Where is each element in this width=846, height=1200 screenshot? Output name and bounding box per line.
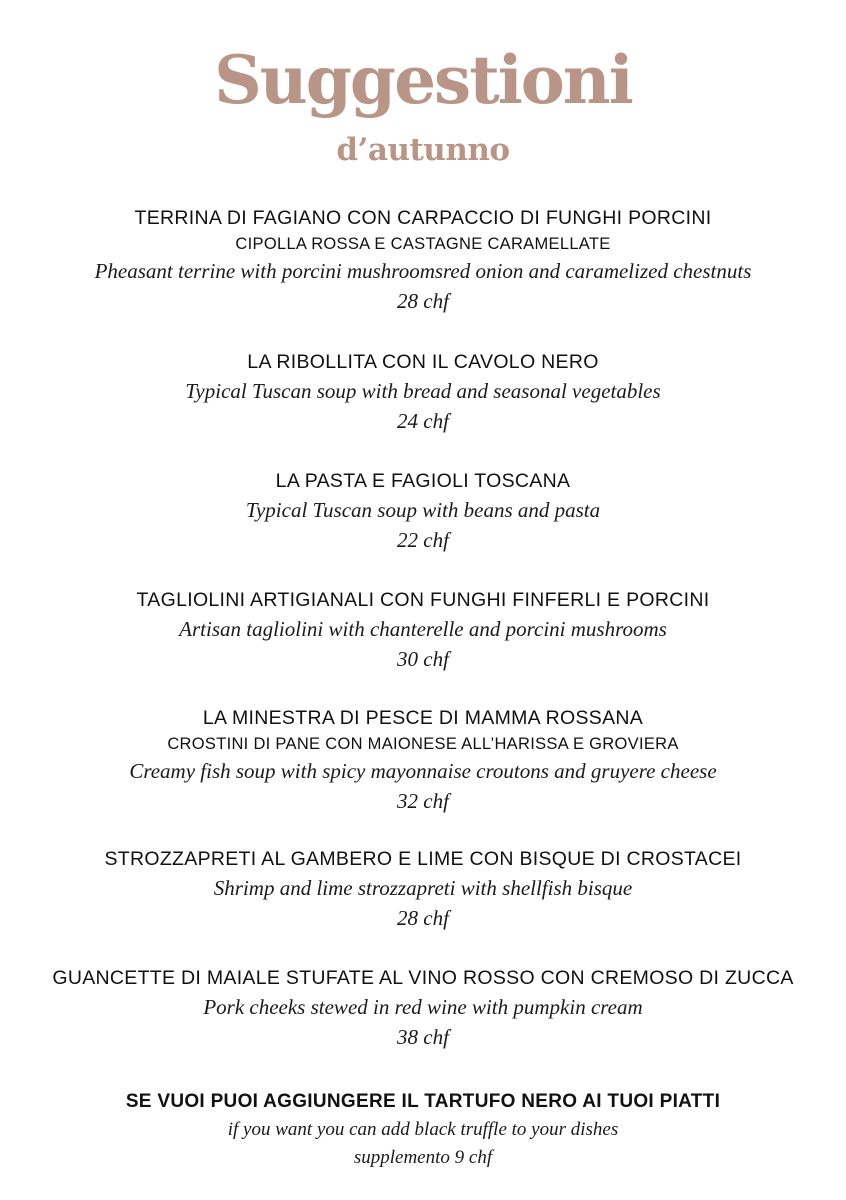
dish-name-italian-line2: CIPOLLA ROSSA E CASTAGNE CARAMELLATE [235,235,611,253]
menu-item [0,964,846,1052]
dish-name-italian: TAGLIOLINI ARTIGIANALI CON FUNGHI FINFERLI E PORCINI [136,589,710,611]
dish-price: 30 chf [397,647,449,671]
dish-price: 28 chf [397,289,449,313]
truffle-note [0,1088,846,1172]
dish-price: 22 chf [397,528,449,552]
dish-name-italian-line2: CROSTINI DI PANE CON MAIONESE ALL’HARISSA E GROVIERA [167,735,679,753]
dish-description-english: Artisan tagliolini with chanterelle and porcini mushrooms [179,617,667,641]
truffle-supplement-price: supplemento 9 chf [353,1147,493,1168]
dish-description-english: Typical Tuscan soup with beans and pasta [245,498,601,522]
truffle-note-italian: SE VUOI PUOI AGGIUNGERE IL TARTUFO NERO AI TUOI PIATTI [125,1091,721,1112]
dish-price: 32 chf [397,789,449,813]
dish-description-english: Pork cheeks stewed in red wine with pumpkin cream [203,995,643,1019]
dish-description-english: Pheasant terrine with porcini mushroomsred onion and caramelized chestnuts [94,259,752,283]
truffle-note-english: if you want you can add black truffle to your dishes [227,1119,619,1140]
dish-price: 28 chf [397,906,449,930]
menu-item [0,586,846,674]
menu-item [0,704,846,816]
dish-name-italian: STROZZAPRETI AL GAMBERO E LIME CON BISQUE DI CROSTACEI [104,848,742,870]
menu-item [0,204,846,316]
menu-item [0,845,846,933]
dish-price: 38 chf [397,1025,449,1049]
dish-name-italian: GUANCETTE DI MAIALE STUFATE AL VINO ROSSO CON CREMOSO DI ZUCCA [52,967,794,989]
dish-price: 24 chf [397,409,449,433]
dish-description-english: Typical Tuscan soup with bread and seasonal vegetables [185,379,661,403]
menu-subtitle: d’autunno [336,132,510,168]
dish-name-italian: LA MINESTRA DI PESCE DI MAMMA ROSSANA [202,707,644,729]
dish-description-english: Creamy fish soup with spicy mayonnaise croutons and gruyere cheese [129,759,717,783]
dish-name-italian: LA RIBOLLITA CON IL CAVOLO NERO [247,351,599,373]
menu-title: Suggestioni [214,41,632,119]
dish-description-english: Shrimp and lime strozzapreti with shellfish bisque [213,876,633,900]
dish-name-italian: TERRINA DI FAGIANO CON CARPACCIO DI FUNGHI PORCINI [134,207,712,229]
menu-item [0,467,846,555]
menu-item [0,348,846,436]
dish-name-italian: LA PASTA E FAGIOLI TOSCANA [275,470,571,492]
